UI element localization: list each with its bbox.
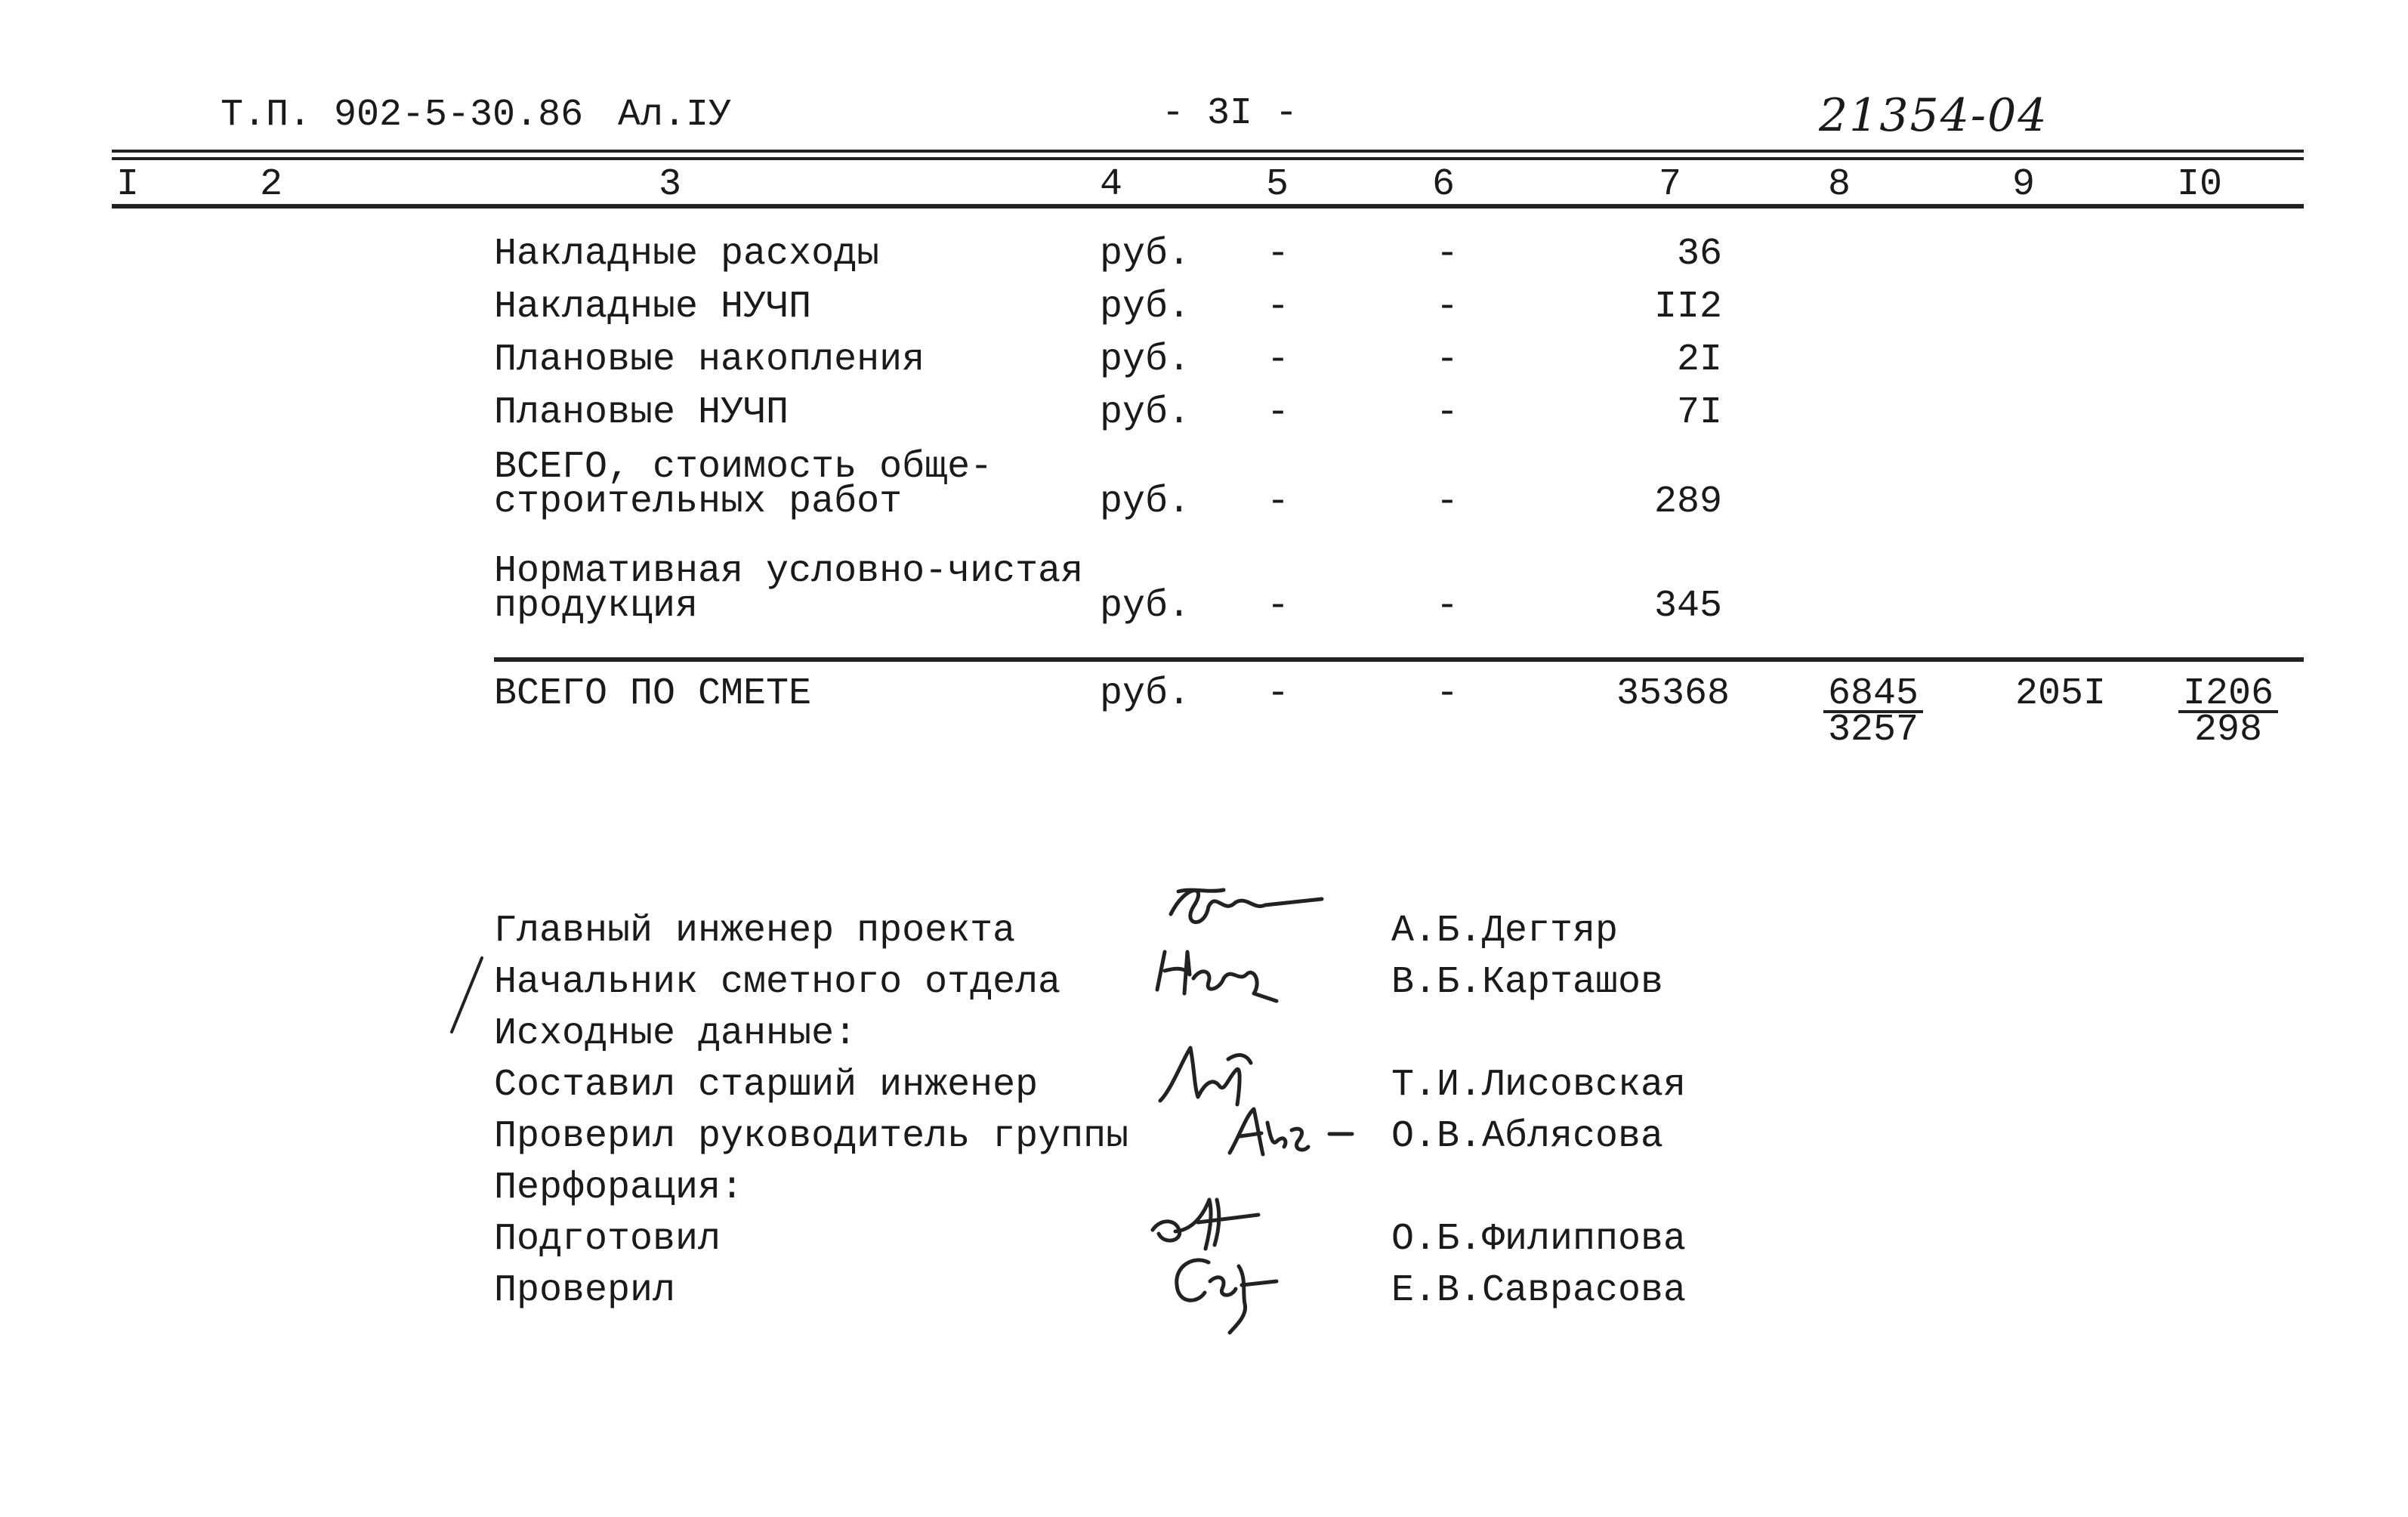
total-col10-bottom: 298 <box>2193 709 2262 752</box>
col-num-3: 3 <box>659 163 682 206</box>
row-name: Плановые НУЧП <box>494 391 789 434</box>
row-col5: - <box>1266 233 1289 276</box>
row-col5: - <box>1266 480 1289 524</box>
row-col6: - <box>1435 480 1459 524</box>
row-col7: 7I <box>1676 391 1722 434</box>
row-col6: - <box>1435 286 1459 329</box>
header-rule-top-2 <box>112 157 2304 160</box>
signatory-name: О.В.Аблясова <box>1391 1115 1664 1158</box>
signature-mark <box>1163 876 1329 944</box>
col-num-10: I0 <box>2177 163 2223 206</box>
signatory-name: О.Б.Филиппова <box>1391 1218 1687 1261</box>
total-unit: руб. <box>1100 672 1191 715</box>
row-unit: руб. <box>1100 585 1191 628</box>
signatory-name: Е.В.Саврасова <box>1391 1269 1687 1312</box>
row-unit: руб. <box>1100 286 1191 329</box>
row-col5: - <box>1266 338 1289 382</box>
col-num-6: 6 <box>1432 163 1456 206</box>
row-col5: - <box>1266 585 1289 628</box>
col-num-4: 4 <box>1100 163 1123 206</box>
column-row-rule <box>112 204 2304 209</box>
signature-mark <box>1148 937 1299 1012</box>
row-col6: - <box>1435 233 1459 276</box>
row-unit: руб. <box>1100 391 1191 434</box>
registration-number: 21354-04 <box>1819 89 2048 142</box>
row-name: Накладные НУЧП <box>494 286 812 329</box>
row-col6: - <box>1435 585 1459 628</box>
signature-role: Начальник сметного отдела <box>494 961 1061 1004</box>
page-number: - 3I - <box>1162 92 1298 135</box>
signatory-name: Т.И.Лисовская <box>1391 1064 1687 1107</box>
row-col7: 2I <box>1676 338 1722 382</box>
col-num-2: 2 <box>260 163 283 206</box>
signature-mark <box>1224 1100 1375 1168</box>
row-col6: - <box>1435 338 1459 382</box>
col-num-7: 7 <box>1659 163 1682 206</box>
row-col7: 289 <box>1653 480 1722 524</box>
total-col10-top: I206 <box>2182 672 2274 715</box>
row-unit: руб. <box>1100 233 1191 276</box>
row-unit: руб. <box>1100 338 1191 382</box>
signature-role: Проверил <box>494 1269 676 1312</box>
row-col5: - <box>1266 391 1289 434</box>
total-col7: 35368 <box>1616 672 1730 715</box>
header-rule-top <box>112 150 2304 153</box>
row-name: Плановые накопления <box>494 338 925 382</box>
row-col6: - <box>1435 391 1459 434</box>
margin-mark <box>446 953 491 1037</box>
row-col5: - <box>1266 286 1289 329</box>
row-col7: II2 <box>1653 286 1722 329</box>
row-unit: руб. <box>1100 480 1191 524</box>
col-num-1: I <box>116 163 140 206</box>
signatory-name: А.Б.Дегтяр <box>1391 910 1619 953</box>
row-col7: 36 <box>1676 233 1722 276</box>
signatory-name: В.Б.Карташов <box>1391 961 1664 1004</box>
row-name-line-1: Нормативная условно-чистая <box>494 550 1084 593</box>
total-col6: - <box>1435 672 1459 715</box>
signature-role: Перфорация: <box>494 1166 744 1210</box>
col-num-5: 5 <box>1266 163 1289 206</box>
row-name: Накладные расходы <box>494 233 880 276</box>
signature-role: Подготовил <box>494 1218 721 1261</box>
signature-role: Главный инженер проекта <box>494 910 1016 953</box>
total-label: ВСЕГО ПО СМЕТЕ <box>494 672 812 715</box>
col-num-9: 9 <box>2012 163 2036 206</box>
row-col7: 345 <box>1653 585 1722 628</box>
row-name-line-2: строительных работ <box>494 480 903 524</box>
signature-role: Исходные данные: <box>494 1012 857 1055</box>
row-name-line-1: ВСЕГО, стоимость обще- <box>494 446 993 489</box>
signature-role: Проверил руководитель группы <box>494 1115 1129 1158</box>
total-col9: 205I <box>2015 672 2107 715</box>
total-col8-bottom: 3257 <box>1827 709 1919 752</box>
total-col5: - <box>1266 672 1289 715</box>
signature-role: Составил старший инженер <box>494 1064 1039 1107</box>
album-number: Ал.IУ <box>618 94 732 137</box>
total-rule <box>494 657 2304 662</box>
col-num-8: 8 <box>1828 163 1851 206</box>
row-name-line-2: продукция <box>494 585 699 628</box>
doc-reference: Т.П. 902-5-30.86 <box>221 94 584 137</box>
total-col8-top: 6845 <box>1827 672 1919 715</box>
signature-mark <box>1163 1244 1314 1342</box>
